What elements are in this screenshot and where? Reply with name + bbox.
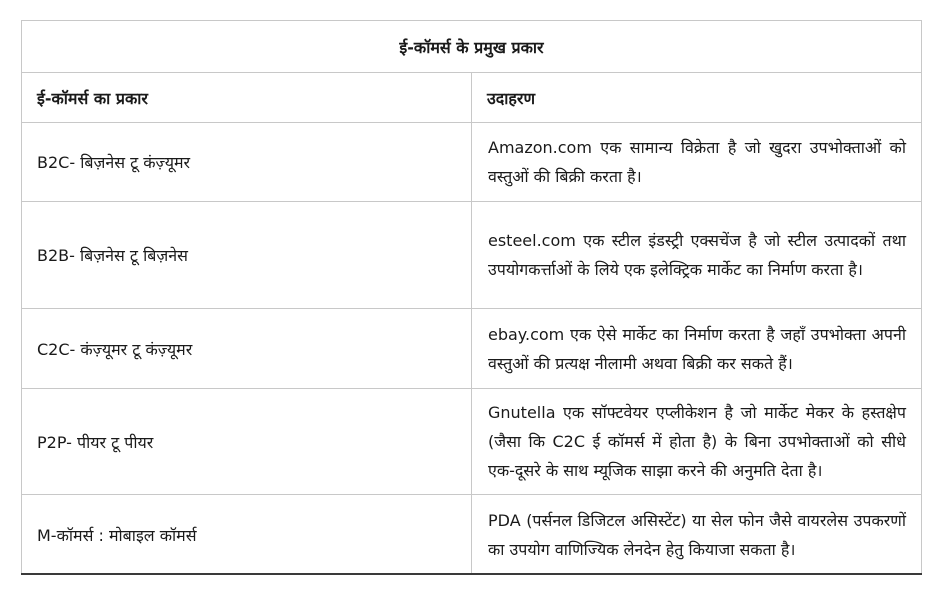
table-bottom-rule [21, 573, 922, 575]
header-row [22, 73, 922, 123]
column-header-example: उदाहरण [472, 73, 922, 123]
type-cell-m-commerce: M-कॉमर्स : मोबाइल कॉमर्स [22, 495, 472, 575]
table-caption: ई-कॉमर्स के प्रमुख प्रकार [22, 21, 922, 73]
example-cell-b2c: Amazon.com एक सामान्य विक्रेता है जो खुदरा उपभोक्ताओं को वस्तुओं की बिक्री करता है। [472, 123, 922, 202]
table-row [22, 202, 922, 309]
ecommerce-types-table [21, 20, 922, 575]
type-cell-b2b: B2B- बिज़नेस टू बिज़नेस [22, 202, 472, 309]
ecommerce-types-table-container [21, 20, 922, 575]
table-row [22, 309, 922, 389]
table-row [22, 389, 922, 495]
type-cell-b2c: B2C- बिज़नेस टू कंज़्यूमर [22, 123, 472, 202]
table-row [22, 495, 922, 575]
example-cell-c2c: ebay.com एक ऐसे मार्केट का निर्माण करता है जहाँ उपभोक्ता अपनी वस्तुओं की प्रत्यक्ष नीलामी अथवा बिक्री कर सकते हैं। [472, 309, 922, 389]
table-row [22, 123, 922, 202]
type-cell-p2p: P2P- पीयर टू पीयर [22, 389, 472, 495]
example-cell-b2b: esteel.com एक स्टील इंडस्ट्री एक्सचेंज है जो स्टील उत्पादकों तथा उपयोगकर्त्ताओं के लिये एक इलेक्ट्रिक मार्केट का निर्माण करता है। [472, 202, 922, 309]
type-cell-c2c: C2C- कंज़्यूमर टू कंज़्यूमर [22, 309, 472, 389]
caption-row [22, 21, 922, 73]
example-cell-p2p: Gnutella एक सॉफ्टवेयर एप्लीकेशन है जो मार्केट मेकर के हस्तक्षेप (जैसा कि C2C ई कॉमर्स में होता है) के बिना उपभोक्ताओं को सीधे एक-दूसरे के साथ म्यूजिक साझा करने की अनुमति देता है। [472, 389, 922, 495]
example-cell-m-commerce: PDA (पर्सनल डिजिटल असिस्टेंट) या सेल फोन जैसे वायरलेस उपकरणों का उपयोग वाणिज्यिक लेनदेन हेतु कियाजा सकता है। [472, 495, 922, 575]
column-header-type: ई-कॉमर्स का प्रकार [22, 73, 472, 123]
